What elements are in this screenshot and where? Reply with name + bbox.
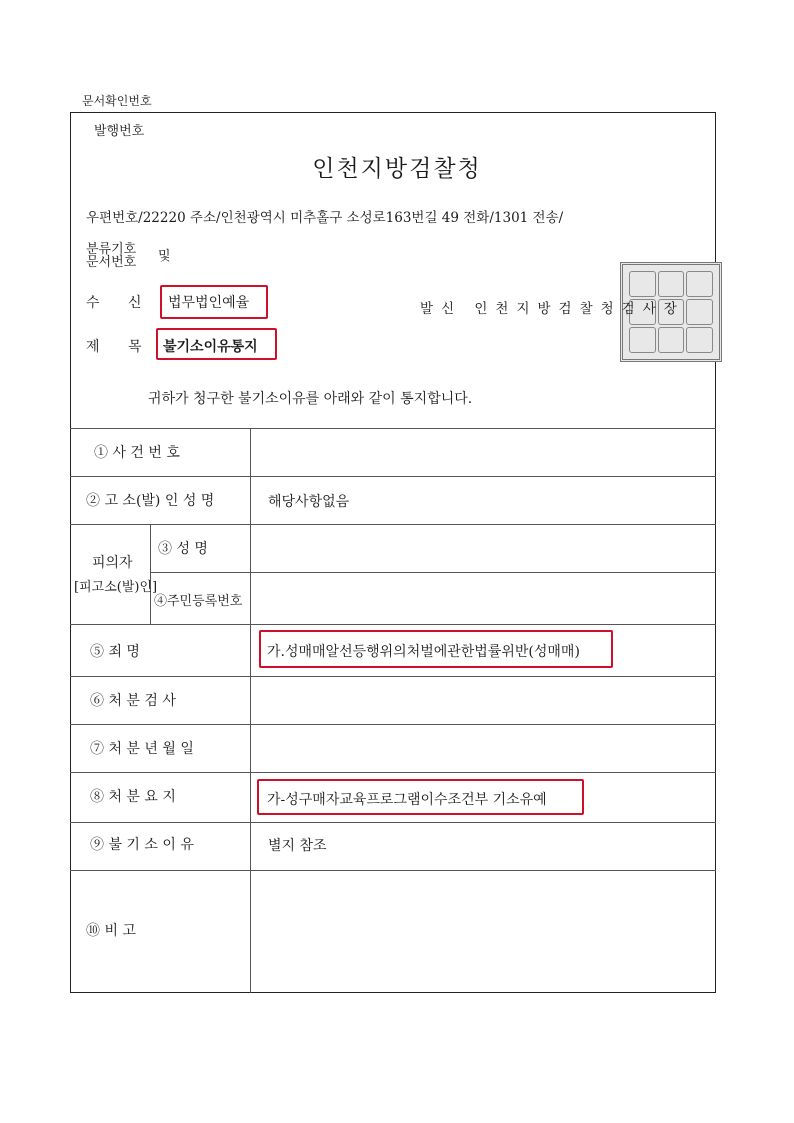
table-rule [150,572,716,573]
doc-check-number-label: 문서확인번호 [82,94,152,108]
recipient-label-1: 수 [86,295,100,311]
row-label-nonprosecution-reason: ⑨ 불 기 소 이 유 [90,837,194,853]
table-rule [70,428,716,429]
table-rule [70,870,716,871]
table-rule [70,772,716,773]
document-number-label: 문서번호 [86,255,137,270]
recipient-label-2: 신 [128,295,142,311]
subject-label-1: 제 [86,339,100,355]
row-label-resident-number: ④주민등록번호 [154,594,243,609]
sender-line: 발신 인천지방검찰청검사장 [420,301,685,317]
table-rule [70,676,716,677]
agency-title: 인천지방검찰청 [312,156,482,182]
row-label-remarks: ⑩ 비 고 [86,923,136,939]
table-rule [70,724,716,725]
subject-label-2: 목 [128,339,142,355]
issue-number-label: 발행번호 [94,124,145,139]
suspect-sublabel: [피고소(발)인] [74,580,158,595]
row-label-disposition-summary: ⑧ 처 분 요 지 [90,789,176,805]
row-label-prosecutor: ⑥ 처 분 검 사 [90,693,176,709]
table-column-rule [150,524,151,624]
row-label-name: ③ 성 명 [158,541,208,557]
row-label-charge: ⑤ 죄 명 [90,644,140,660]
row-label-complainant: ② 고 소(발) 인 성 명 [86,493,215,509]
table-column-rule [250,428,251,993]
classification-and: 및 [158,249,171,264]
nonprosecution-reason-value: 별지 참조 [268,838,327,854]
address-line: 우편번호/22220 주소/인천광역시 미추홀구 소성로163번길 49 전화/1301 전송/ [86,210,564,226]
table-rule [70,524,716,525]
complainant-value: 해당사항없음 [268,494,350,510]
row-label-case-number: ① 사 건 번 호 [94,445,180,461]
suspect-label: 피의자 [92,555,133,571]
table-rule [70,822,716,823]
disposition-summary-value: 가-성구매자교육프로그램이수조건부 기소유예 [267,792,547,808]
charge-value: 가.성매매알선등행위의처벌에관한법률위반(성매매) [267,644,580,660]
table-rule [70,624,716,625]
classification-label: 분류기호 [86,242,137,257]
row-label-disposition-date: ⑦ 처 분 년 월 일 [90,741,194,757]
intro-text: 귀하가 청구한 불기소이유를 아래와 같이 통지합니다. [148,391,473,407]
table-rule [70,476,716,477]
recipient-value: 법무법인예율 [168,295,250,311]
subject-value: 불기소이유통지 [163,339,258,355]
